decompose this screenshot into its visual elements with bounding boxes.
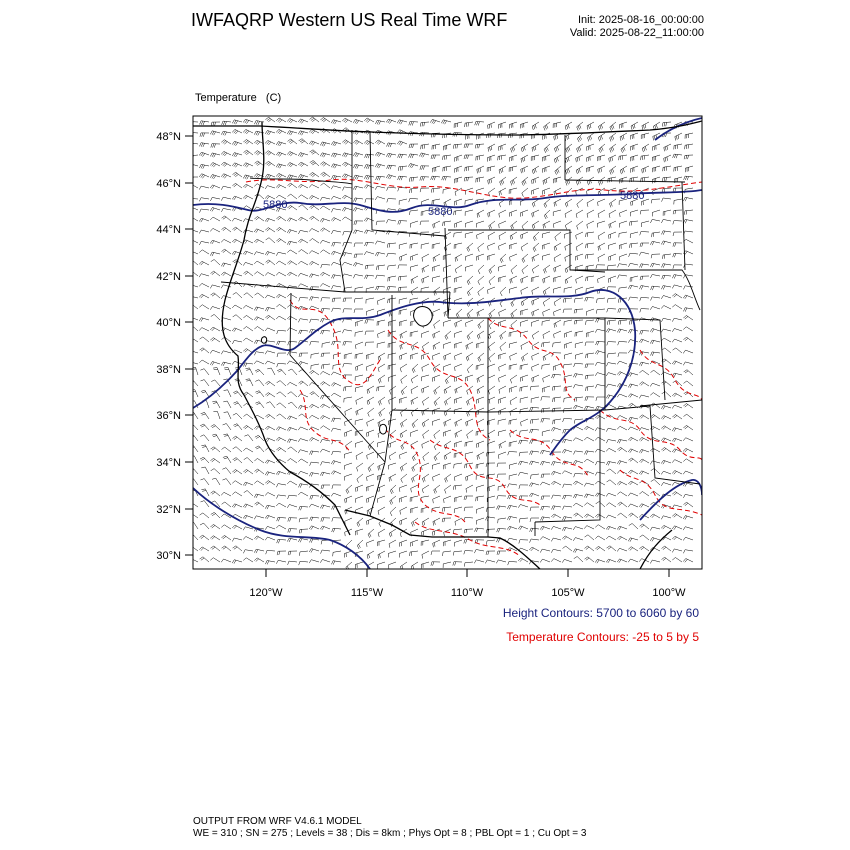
wind-barb-flag: [188, 251, 191, 254]
valid-time: Valid: 2025-08-22_11:00:00: [569, 27, 704, 39]
wind-barb-flag: [190, 218, 193, 221]
wind-barb-flag: [189, 198, 190, 202]
wind-barb-flag: [190, 339, 193, 342]
wind-barb-flag: [188, 338, 191, 341]
wind-barb-flag: [190, 252, 193, 255]
wind-barb-flag: [188, 351, 190, 354]
wind-barb-flag: [189, 326, 192, 328]
field-temperature: Temperature (C): [195, 92, 282, 104]
wind-barb-flag: [188, 229, 190, 232]
wind-barb-flag: [188, 143, 190, 147]
wind-barb-flag: [189, 380, 193, 382]
wind-barb-flag: [188, 513, 191, 516]
wind-barb-flag: [188, 207, 191, 210]
wind-barb-flag: [189, 304, 192, 307]
wind-barb-flag: [190, 185, 193, 188]
wind-barb-flag: [189, 271, 192, 273]
wind-barb-flag: [188, 164, 190, 167]
wind-barb-flag: [189, 177, 190, 181]
wind-barb-flag: [188, 285, 190, 288]
wind-barb-flag: [188, 296, 190, 300]
wind-barb-flag: [188, 362, 190, 366]
wind-barb-flag: [188, 503, 191, 506]
wind-barb-flag: [189, 260, 192, 262]
wind-barb-flag: [191, 156, 192, 160]
wind-barb-flag: [189, 534, 193, 536]
wind-barb-flag: [191, 122, 192, 126]
wind-barb-flag: [190, 504, 193, 507]
wind-barb-flag: [188, 184, 191, 187]
wind-barb-flag: [190, 230, 192, 233]
wind-barb-flag: [188, 317, 190, 320]
plot-title: IWFAQRP Western US Real Time WRF: [191, 10, 508, 30]
wind-barb-flag: [189, 122, 190, 126]
wind-barb-flag: [190, 143, 192, 147]
wind-barb-flag: [190, 285, 192, 288]
init-time: Init: 2025-08-16_00:00:00: [578, 14, 704, 26]
map-background: [193, 116, 702, 569]
wind-barb-flag: [190, 164, 192, 167]
wind-barb-flag: [189, 468, 193, 470]
wind-barb-flag: [189, 156, 190, 160]
wind-barb-flag: [190, 351, 192, 354]
wind-barb-flag: [188, 217, 191, 220]
wind-barb-flag: [189, 546, 192, 548]
wind-barb-flag: [191, 177, 192, 181]
wind-barb-flag: [189, 424, 193, 426]
wind-barb-flag: [188, 239, 191, 242]
